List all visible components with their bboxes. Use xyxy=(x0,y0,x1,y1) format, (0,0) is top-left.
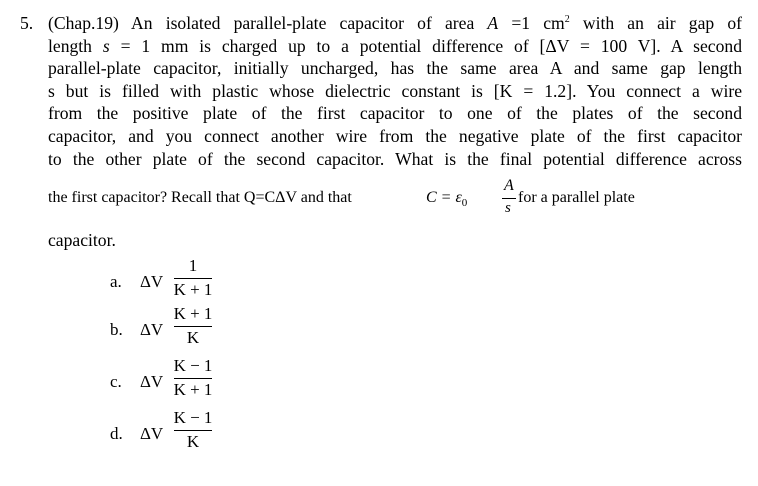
fraction-bar xyxy=(174,278,212,279)
question-number: 5. xyxy=(20,13,34,33)
delta-v: ΔV xyxy=(140,320,164,339)
option-fraction: K − 1 K + 1 xyxy=(173,356,213,399)
recall-text-end: for a parallel plate xyxy=(518,189,635,206)
recall-line xyxy=(48,175,748,215)
option-letter: d. xyxy=(110,424,123,443)
delta-v: ΔV xyxy=(140,424,164,443)
delta-v: ΔV xyxy=(140,372,164,391)
option-letter: c. xyxy=(110,372,122,391)
stem-line-1: (Chap.19) An isolated parallel-plate capacitor of area A =1 $cm^2$ with an air gap of xyxy=(48,13,742,33)
delta-v: ΔV xyxy=(140,272,164,291)
capacitance-formula: $C = \varepsilon_0$ xyxy=(426,189,468,210)
option-fraction: K − 1 K xyxy=(173,408,213,451)
fraction-bar xyxy=(502,198,516,199)
option-c[interactable] xyxy=(110,358,310,408)
question-stem xyxy=(48,12,742,170)
option-letter: a. xyxy=(110,272,122,291)
stem-line-2: length s = 1 mm is charged up to a potential difference of [ΔV = 100 V]. A second xyxy=(48,35,743,56)
option-fraction: K + 1 K xyxy=(173,304,213,347)
fraction-bar xyxy=(174,326,212,327)
stem-line-5: from the positive plate of the first capacitor to one of the plates of the second xyxy=(48,103,742,124)
fraction-bar xyxy=(174,430,212,431)
recall-text: the first capacitor? Recall that Q=CΔV and that xyxy=(48,189,352,206)
stem-line-4: s but is filled with plastic whose dielectric constant is [K = 1.2]. You connect a wire xyxy=(48,80,742,101)
option-letter: b. xyxy=(110,320,123,339)
stem-line-3: parallel-plate capacitor, initially uncharged, has the same area A and same gap length xyxy=(48,58,742,79)
fraction-bar xyxy=(174,378,212,379)
option-a[interactable] xyxy=(110,258,310,308)
stem-line-7: to the other plate of the second capacitor. What is the final potential difference across xyxy=(48,148,742,169)
recall-last-word: capacitor. xyxy=(48,230,116,250)
option-fraction: 1 K + 1 xyxy=(173,256,213,299)
option-b[interactable] xyxy=(110,306,310,356)
area-over-gap-fraction: A s xyxy=(500,177,524,217)
stem-line-6: capacitor, and you connect another wire from the negative plate of the first capacitor xyxy=(48,125,742,146)
option-d[interactable] xyxy=(110,410,310,460)
